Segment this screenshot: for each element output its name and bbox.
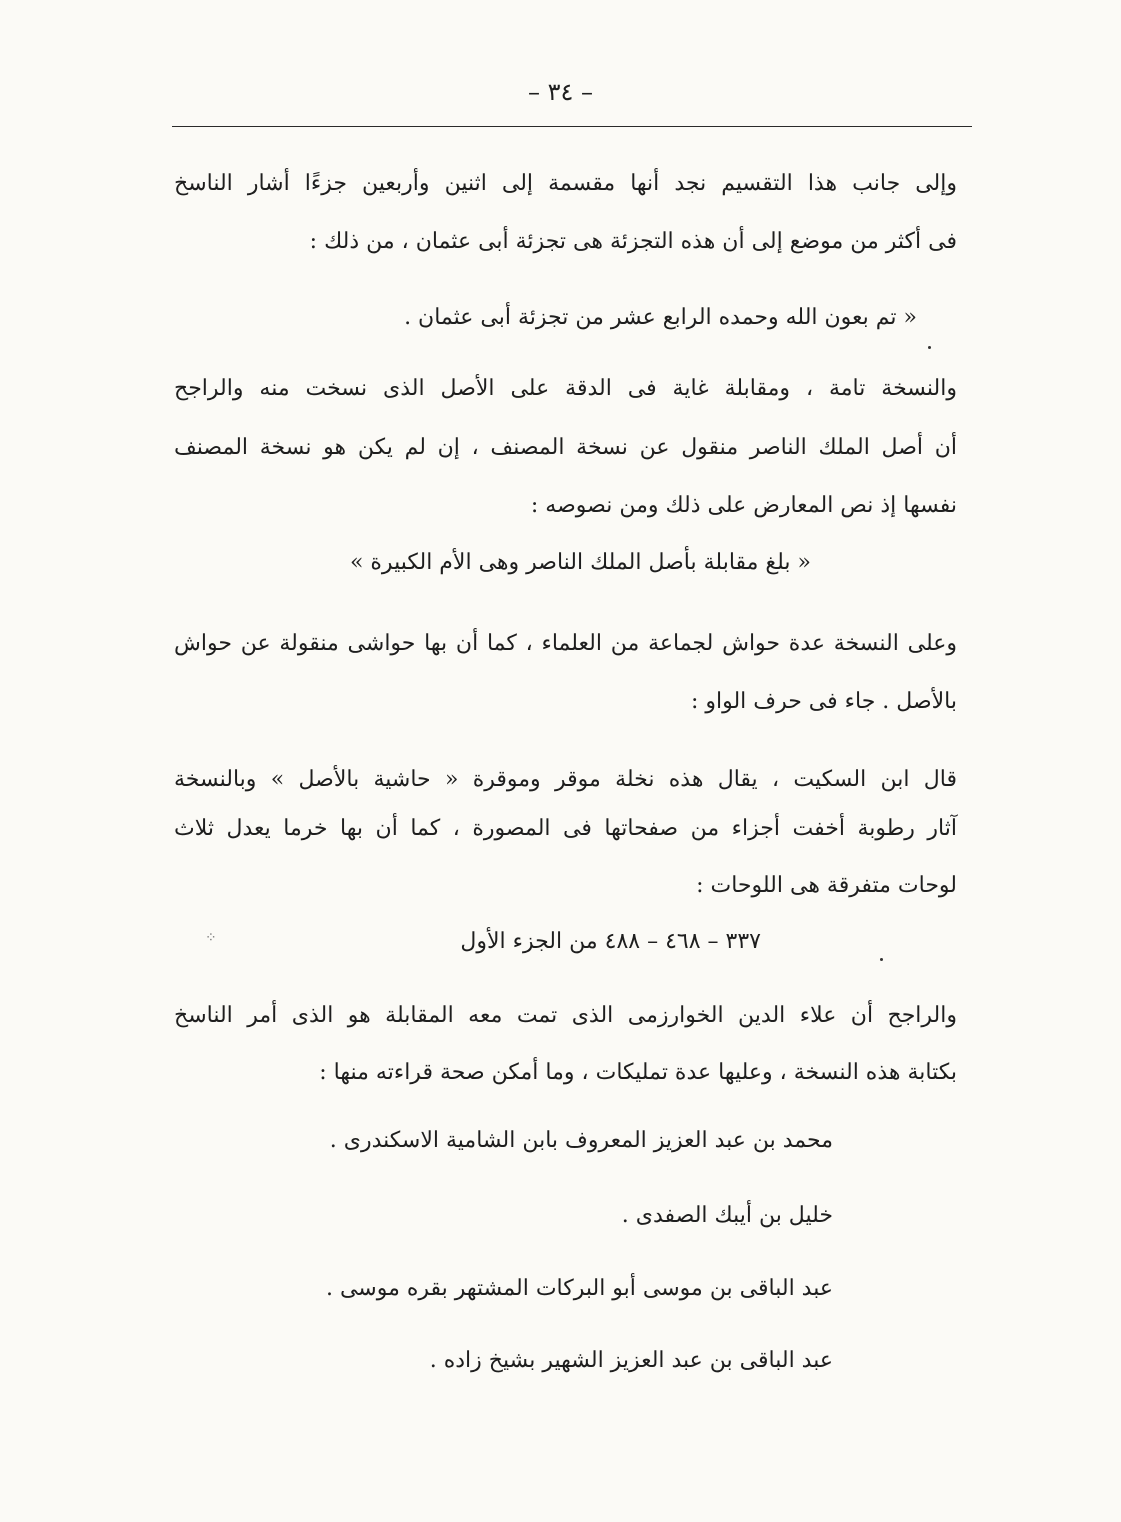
header-rule	[172, 126, 972, 127]
paragraph-line: قال ابن السكيت ، يقال هذه نخلة موقر وموقرة « حاشية بالأصل » وبالنسخة	[174, 767, 957, 792]
paragraph-line: نفسها إذ نص المعارض على ذلك ومن نصوصه :	[530, 493, 957, 518]
ownership-entry: خليل بن أيبك الصفدى .	[621, 1203, 833, 1228]
plate-numbers-line: ٣٣٧ – ٤٦٨ – ٤٨٨ من الجزء الأول	[460, 929, 761, 954]
paper-smudge: ⁘	[205, 930, 217, 946]
paragraph-line: بكتابة هذه النسخة ، وعليها عدة تمليكات ، وما أمكن صحة قراءته منها :	[319, 1060, 957, 1085]
ink-speck	[880, 958, 883, 961]
paragraph-line: بالأصل . جاء فى حرف الواو :	[690, 689, 957, 714]
ownership-entry: محمد بن عبد العزيز المعروف بابن الشامية الاسكندرى .	[329, 1128, 833, 1153]
paragraph-line: أن أصل الملك الناصر منقول عن نسخة المصنف ، إن لم يكن هو نسخة المصنف	[174, 435, 957, 460]
paragraph-line: آثار رطوبة أخفت أجزاء من صفحاتها فى المصورة ، كما أن بها خرما يعدل ثلاث	[174, 816, 957, 841]
paragraph-line: والراجح أن علاء الدين الخوارزمى الذى تمت معه المقابلة هو الذى أمر الناسخ	[174, 1003, 957, 1028]
paragraph-line: فى أكثر من موضع إلى أن هذه التجزئة هى تجزئة أبى عثمان ، من ذلك :	[309, 229, 957, 254]
quote-line: « بلغ مقابلة بأصل الملك الناصر وهى الأم الكبيرة »	[349, 550, 811, 575]
page-number: – ٣٤ –	[527, 78, 594, 106]
paragraph-line: وعلى النسخة عدة حواش لجماعة من العلماء ، كما أن بها حواشى منقولة عن حواش	[174, 631, 957, 656]
paragraph-line: لوحات متفرقة هى اللوحات :	[696, 873, 957, 898]
ownership-entry: عبد الباقى بن موسى أبو البركات المشتهر بقره موسى .	[325, 1276, 833, 1301]
paragraph-line: والنسخة تامة ، ومقابلة غاية فى الدقة على الأصل الذى نسخت منه والراجح	[174, 376, 957, 401]
ownership-entry: عبد الباقى بن عبد العزيز الشهير بشيخ زاده .	[429, 1348, 833, 1373]
ink-speck	[928, 346, 931, 349]
quote-line: « تم بعون الله وحمده الرابع عشر من تجزئة أبى عثمان .	[404, 305, 917, 330]
paragraph-line: وإلى جانب هذا التقسيم نجد أنها مقسمة إلى اثنين وأربعين جزءًا أشار الناسخ	[174, 171, 957, 196]
